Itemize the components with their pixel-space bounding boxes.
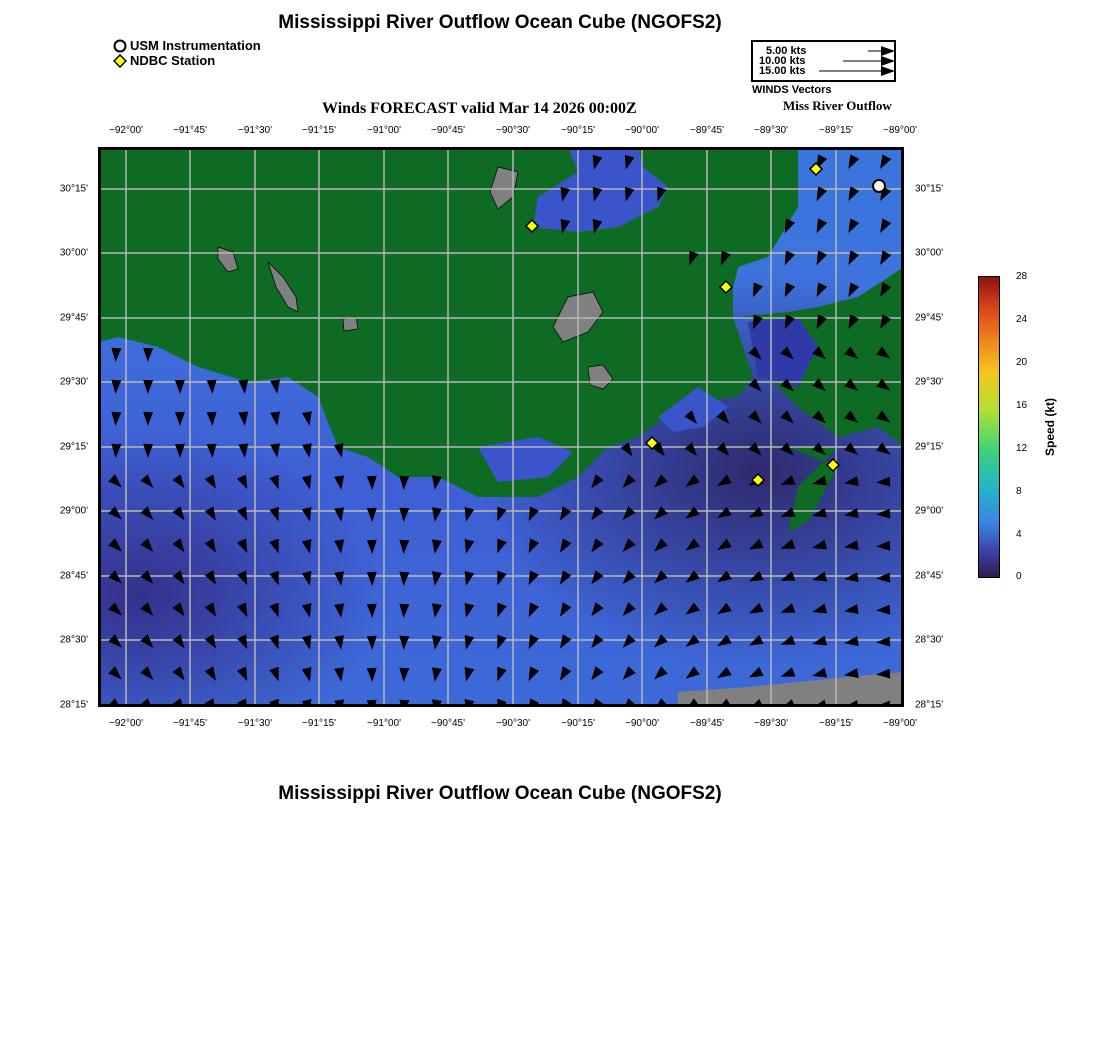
usm-circle-icon <box>113 39 127 53</box>
lon-tick: −90°15' <box>561 718 595 729</box>
colorbar-gradient <box>978 276 1000 578</box>
lat-tick: 29°00' <box>59 505 88 517</box>
vector-scale-entry: 10.00 kts <box>759 55 806 67</box>
colorbar-tick: 16 <box>1016 400 1028 411</box>
lat-tick: 30°15' <box>59 183 88 195</box>
lat-tick: 28°45' <box>59 570 88 582</box>
colorbar-tick: 28 <box>1016 271 1028 282</box>
usm-instrument-marker[interactable] <box>873 180 885 192</box>
lon-tick: −91°45' <box>173 718 207 729</box>
lon-tick: −92°00' <box>109 125 143 136</box>
lat-tick: 29°30' <box>59 376 88 388</box>
colorbar-tick: 4 <box>1016 529 1022 540</box>
vector-scale-entry: 5.00 kts <box>766 45 807 57</box>
vector-scale-entry: 15.00 kts <box>759 65 806 77</box>
colorbar-tick: 20 <box>1016 357 1028 368</box>
legend-ndbc-label: NDBC Station <box>130 53 216 68</box>
lon-tick: −91°45' <box>173 125 207 136</box>
lon-tick: −90°00' <box>625 125 659 136</box>
lon-tick: −90°30' <box>496 718 530 729</box>
colorbar-tick: 8 <box>1016 486 1022 497</box>
colorbar <box>978 276 1000 578</box>
region-label: Miss River Outflow <box>783 98 892 113</box>
lat-tick: 29°15' <box>59 441 88 453</box>
forecast-subtitle: Winds FORECAST valid Mar 14 2026 00:00Z <box>322 100 637 117</box>
lon-tick: −91°00' <box>367 125 401 136</box>
vector-scale-arrows <box>753 42 894 80</box>
lon-tick: −92°00' <box>109 718 143 729</box>
lat-tick: 29°00' <box>915 505 944 517</box>
lat-tick: 28°30' <box>915 634 944 646</box>
colorbar-tick: 24 <box>1016 314 1028 325</box>
map-title: Mississippi River Outflow Ocean Cube (NGOFS2) <box>278 12 722 33</box>
ndbc-diamond-icon <box>113 54 127 68</box>
lat-tick: 30°00' <box>59 247 88 259</box>
lat-tick: 28°45' <box>915 570 944 582</box>
inland-lake <box>343 317 358 331</box>
legend-usm-label: USM Instrumentation <box>130 38 261 53</box>
lon-tick: −89°45' <box>690 125 724 136</box>
lon-tick: −91°15' <box>302 718 336 729</box>
lon-tick: −91°30' <box>238 125 272 136</box>
lat-tick: 28°15' <box>915 699 944 711</box>
lon-tick: −89°00' <box>883 125 917 136</box>
lat-tick: 28°15' <box>59 699 88 711</box>
lon-tick: −90°45' <box>431 125 465 136</box>
colorbar-tick: 12 <box>1016 443 1028 454</box>
lat-tick: 29°15' <box>915 441 944 453</box>
legend-ndbc <box>113 53 215 68</box>
lon-tick: −89°30' <box>754 718 788 729</box>
lat-tick: 29°45' <box>915 312 944 324</box>
colorbar-tick: 0 <box>1016 571 1022 582</box>
lon-tick: −90°15' <box>561 125 595 136</box>
lon-tick: −91°15' <box>302 125 336 136</box>
map-title-bottom: Mississippi River Outflow Ocean Cube (NGOFS2) <box>278 783 722 804</box>
lat-tick: 30°00' <box>915 247 944 259</box>
lon-tick: −90°45' <box>431 718 465 729</box>
lon-tick: −91°00' <box>367 718 401 729</box>
colorbar-label: Speed (kt) <box>1043 398 1057 457</box>
wind-map <box>98 147 904 707</box>
lat-tick: 29°30' <box>915 376 944 388</box>
lon-tick: −90°00' <box>625 718 659 729</box>
lon-tick: −91°30' <box>238 718 272 729</box>
lat-tick: 30°15' <box>915 183 944 195</box>
vector-legend-title: WINDS Vectors <box>752 84 832 96</box>
lon-tick: −89°15' <box>819 125 853 136</box>
lat-tick: 29°45' <box>59 312 88 324</box>
legend-usm <box>113 38 261 53</box>
lon-tick: −89°45' <box>690 718 724 729</box>
lon-tick: −90°30' <box>496 125 530 136</box>
vector-scale-legend <box>751 40 896 82</box>
lon-tick: −89°30' <box>754 125 788 136</box>
lat-tick: 28°30' <box>59 634 88 646</box>
lon-tick: −89°15' <box>819 718 853 729</box>
lon-tick: −89°00' <box>883 718 917 729</box>
